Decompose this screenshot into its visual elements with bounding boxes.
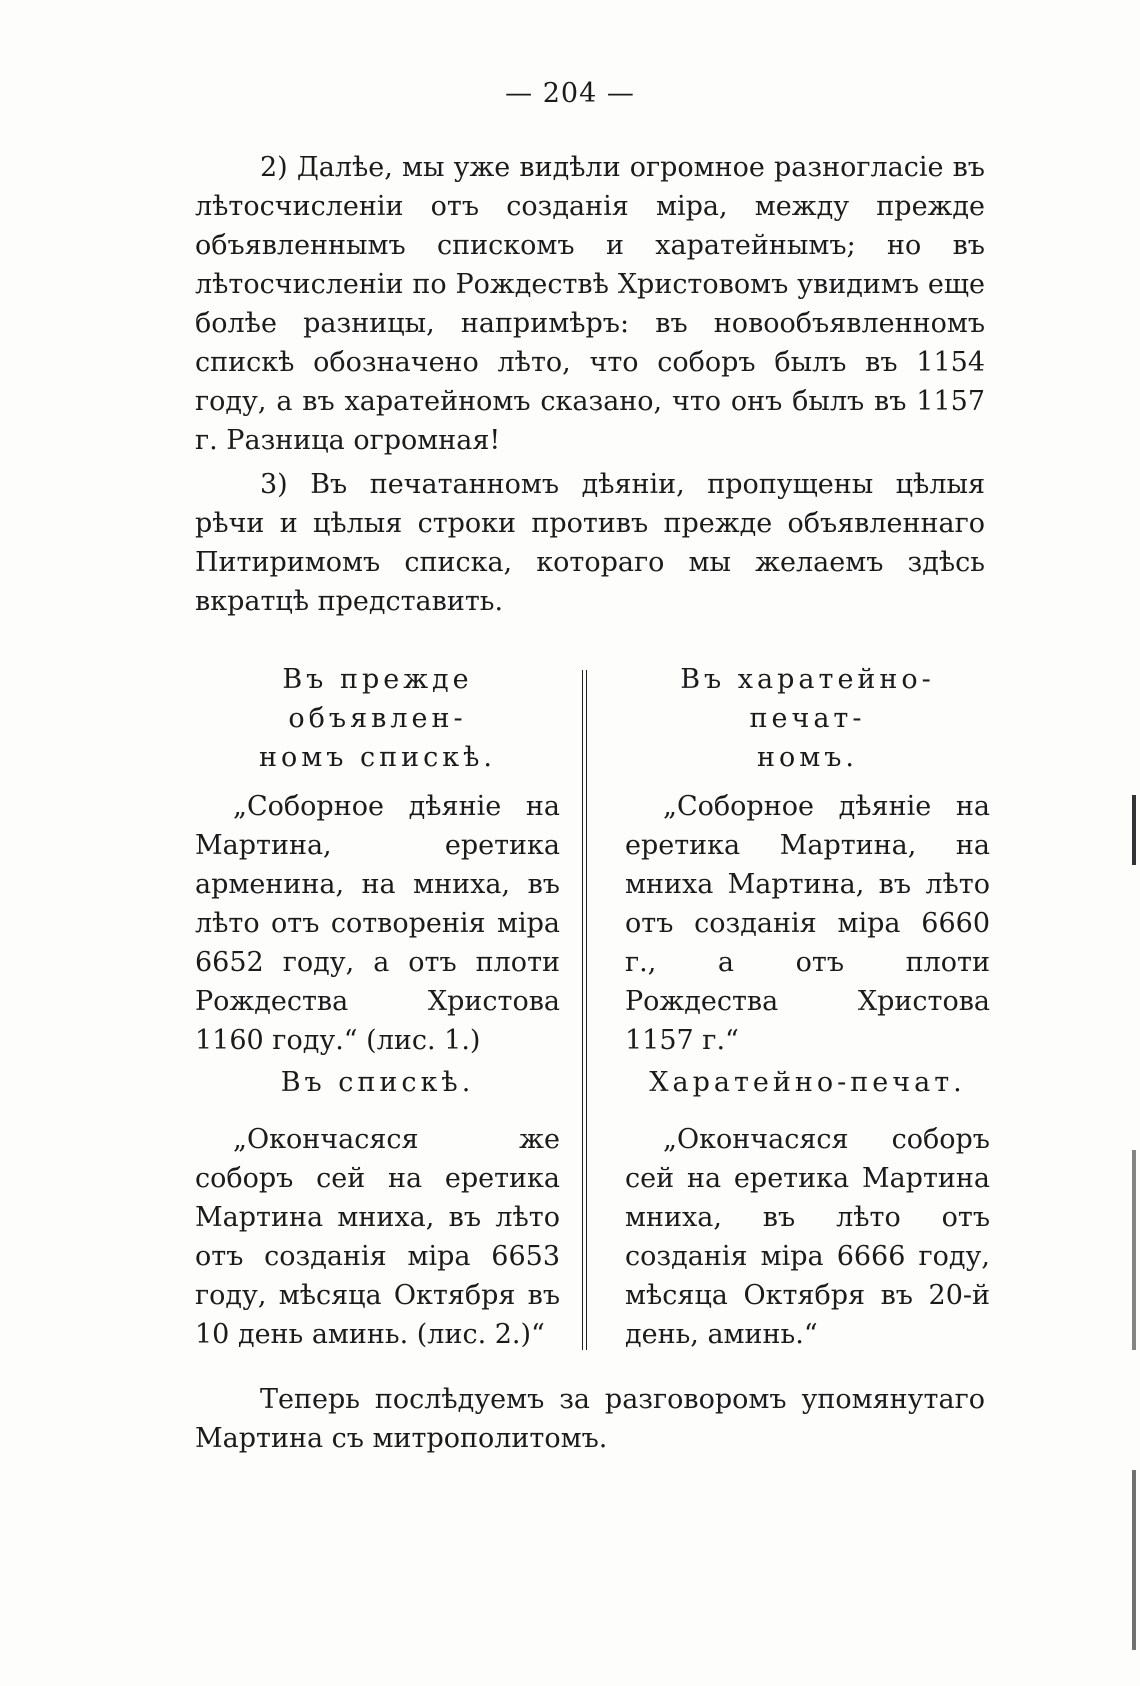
left-column-heading-line2: номъ спискѣ. — [259, 742, 496, 773]
right-column-subheading: Харатейно-печат. — [649, 1067, 966, 1098]
left-column-heading-line1: Въ прежде объявлен- — [282, 664, 473, 734]
scan-edge-mark-1 — [1132, 795, 1136, 865]
comparison-columns — [195, 660, 990, 1355]
column-divider — [582, 670, 587, 1350]
left-column — [195, 660, 560, 1355]
paragraph-3-text: 3) Въ печатанномъ дѣяніи, пропущены цѣлыя рѣчи и цѣлыя строки противъ прежде объявленнаго Питиримомъ списка, котораго мы желаемъ здѣсь вкратцѣ представить. — [195, 469, 985, 617]
page-number: — 204 — — [505, 78, 635, 109]
scan-edge-mark-3 — [1132, 1470, 1136, 1650]
closing-paragraph: Теперь послѣдуемъ за разговоромъ упомянутаго Мартина съ митрополитомъ. — [195, 1384, 985, 1454]
scan-edge-mark-2 — [1132, 1150, 1136, 1350]
right-column — [625, 660, 990, 1355]
right-quote-2: „Окончасяся соборъ сей на еретика Мартина мниха, въ лѣто отъ созданія міра 6666 году, мѣсяца Октября въ 20-й день, аминь.“ — [625, 1124, 990, 1350]
left-quote-1: „Соборное дѣяніе на Мартина, еретика арменина, на мниха, въ лѣто отъ сотворенія міра 6652 году, а отъ плоти Рождества Христова 1160 году.“ (лис. 1.) — [195, 791, 560, 1056]
paragraph-2 — [195, 148, 985, 460]
paragraph-2-text: 2) Далѣе, мы уже видѣли огромное разногласіе въ лѣтосчисленіи отъ созданія міра, между прежде объявленнымъ спискомъ и харатейнымъ; но въ лѣтосчисленіи по Рождествѣ Христовомъ увидимъ еще болѣе разницы, напримѣръ: въ новообъявленномъ спискѣ обозначено лѣто, что соборъ былъ въ 1154 году, а въ харатейномъ сказано, что онъ былъ въ 1157 г. Разница огромная! — [195, 152, 985, 456]
right-column-heading-line1: Въ харатейно-печат- — [680, 664, 935, 734]
right-quote-1: „Соборное дѣяніе на еретика Мартина, на мниха Мартина, въ лѣто отъ созданія міра 6660 г., а отъ плоти Рождества Христова 1157 г.“ — [625, 791, 990, 1056]
left-column-subheading: Въ спискѣ. — [280, 1067, 475, 1098]
right-column-heading-line2: номъ. — [756, 742, 858, 773]
left-quote-2: „Окончасяся же соборъ сей на еретика Мартина мниха, въ лѣто отъ созданія міра 6653 году, мѣсяца Октября въ 10 день аминь. (лис. 2.)“ — [195, 1124, 560, 1350]
paragraph-3 — [195, 465, 985, 621]
